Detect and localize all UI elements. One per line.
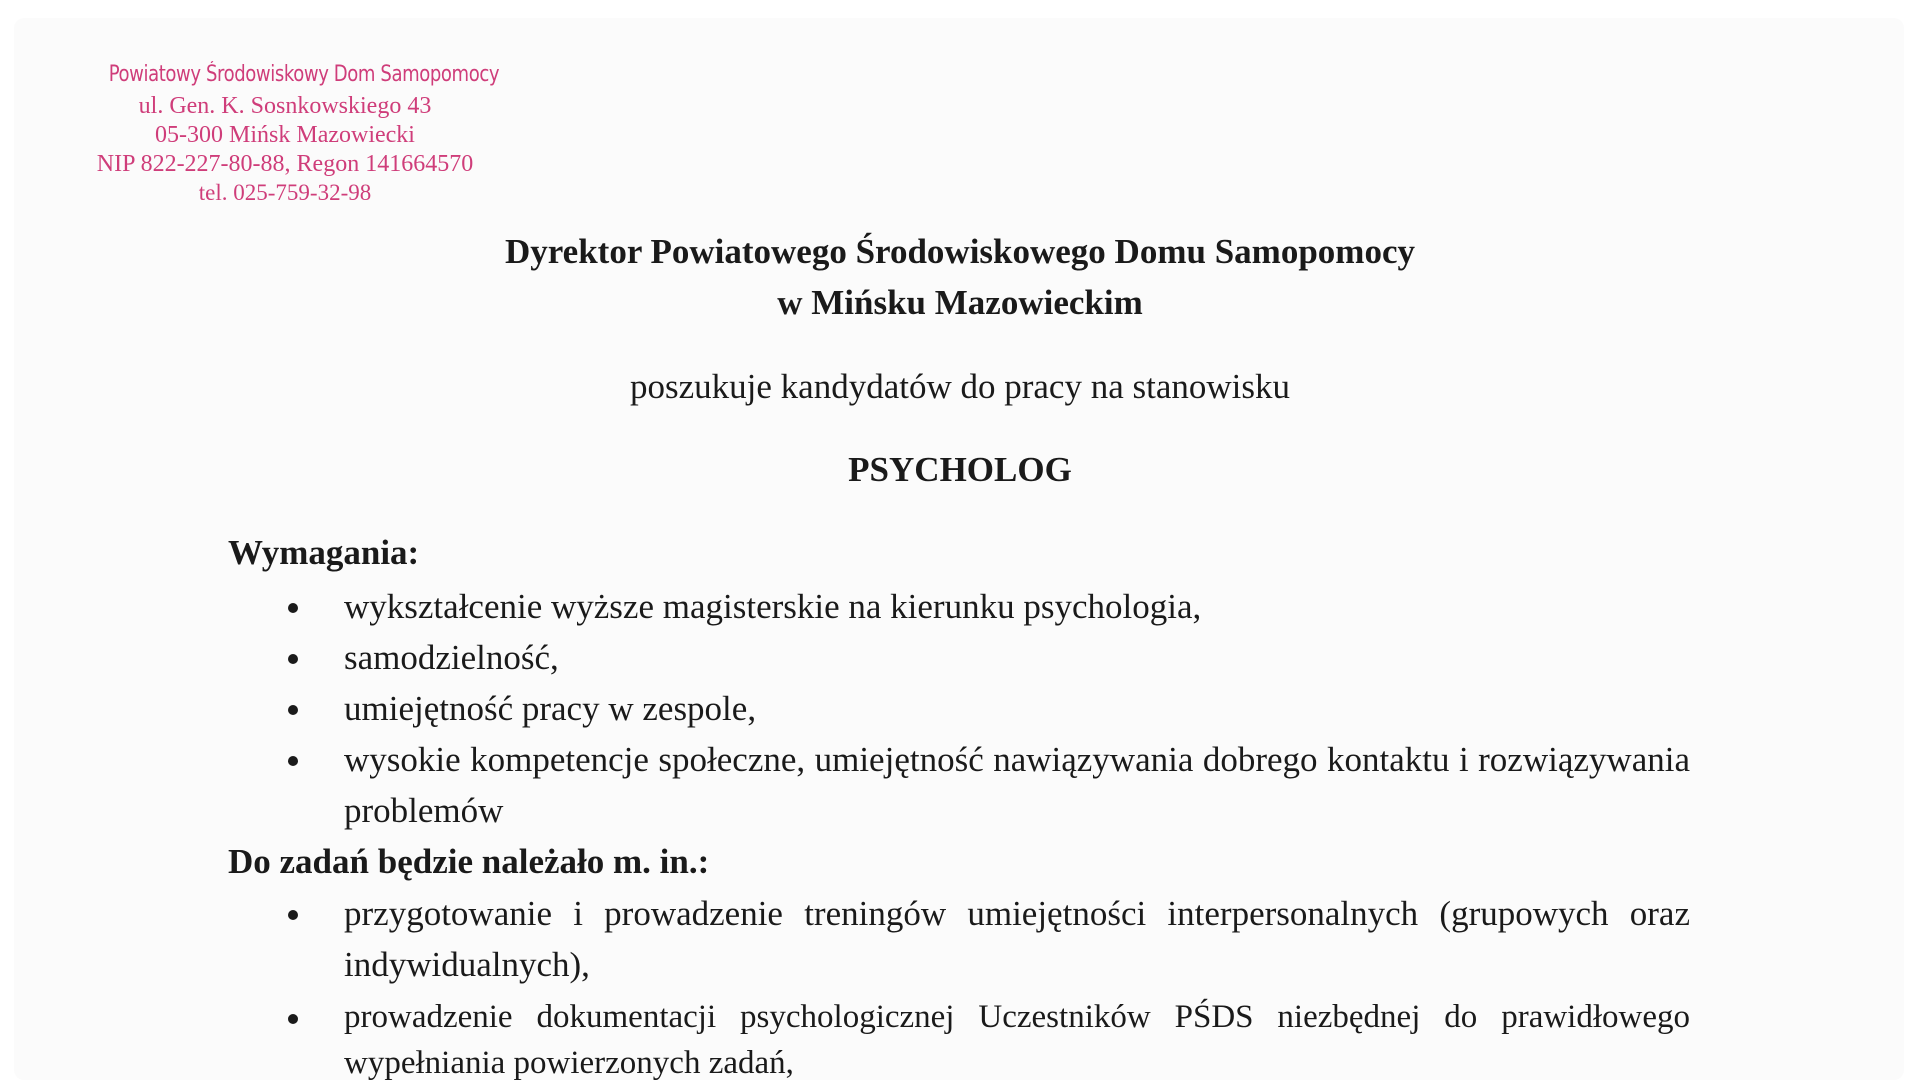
list-item-text: wykształcenie wyższe magisterskie na kierunku psychologia, xyxy=(344,587,1202,626)
list-item xyxy=(228,683,1690,734)
position-title: PSYCHOLOG xyxy=(848,450,1072,489)
bullet-icon xyxy=(288,910,298,920)
list-item-text: prowadzenie dokumentacji psychologicznej Uczestników PŚDS niezbędnej do prawidłowego wypełniania powierzonych zadań, xyxy=(344,999,1690,1080)
stamp-street: ul. Gen. K. Sosnkowskiego 43 xyxy=(138,93,432,120)
requirements-title: Wymagania: xyxy=(228,533,420,572)
list-item-text: wysokie kompetencje społeczne, umiejętność nawiązywania dobrego kontaktu i rozwiązywania problemów xyxy=(344,740,1690,830)
bullet-icon xyxy=(288,756,298,766)
heading-line-1: Dyrektor Powiatowego Środowiskowego Domu Samopomocy xyxy=(505,232,1415,271)
list-item-text: umiejętność pracy w zespole, xyxy=(344,689,757,728)
list-item-text: przygotowanie i prowadzenie treningów umiejętności interpersonalnych (grupowych oraz indywidualnych), xyxy=(344,894,1690,984)
bullet-icon xyxy=(288,654,298,664)
duties-title: Do zadań będzie należało m. in.: xyxy=(228,842,710,881)
bullet-icon xyxy=(288,705,298,715)
heading-line-2: w Mińsku Mazowieckim xyxy=(777,283,1143,322)
bullet-icon xyxy=(288,1014,298,1024)
bullet-icon xyxy=(288,603,298,613)
requirements-list xyxy=(228,581,1690,836)
list-item xyxy=(228,734,1690,836)
stamp-institution-name: Powiatowy Środowiskowy Dom Samopomocy xyxy=(108,62,500,87)
duties-list xyxy=(228,888,1690,1080)
list-item xyxy=(228,994,1690,1080)
list-item xyxy=(228,888,1690,990)
list-item-text: samodzielność, xyxy=(344,638,559,677)
lead-text: poszukuje kandydatów do pracy na stanowisku xyxy=(630,367,1290,406)
stamp-tax-ids: NIP 822-227-80-88, Regon 141664570 xyxy=(96,150,474,177)
stamp-city: 05-300 Mińsk Mazowiecki xyxy=(155,122,415,149)
stamp-phone: tel. 025-759-32-98 xyxy=(198,179,372,205)
list-item xyxy=(228,632,1690,683)
institution-stamp xyxy=(70,62,500,206)
list-item xyxy=(228,581,1690,632)
